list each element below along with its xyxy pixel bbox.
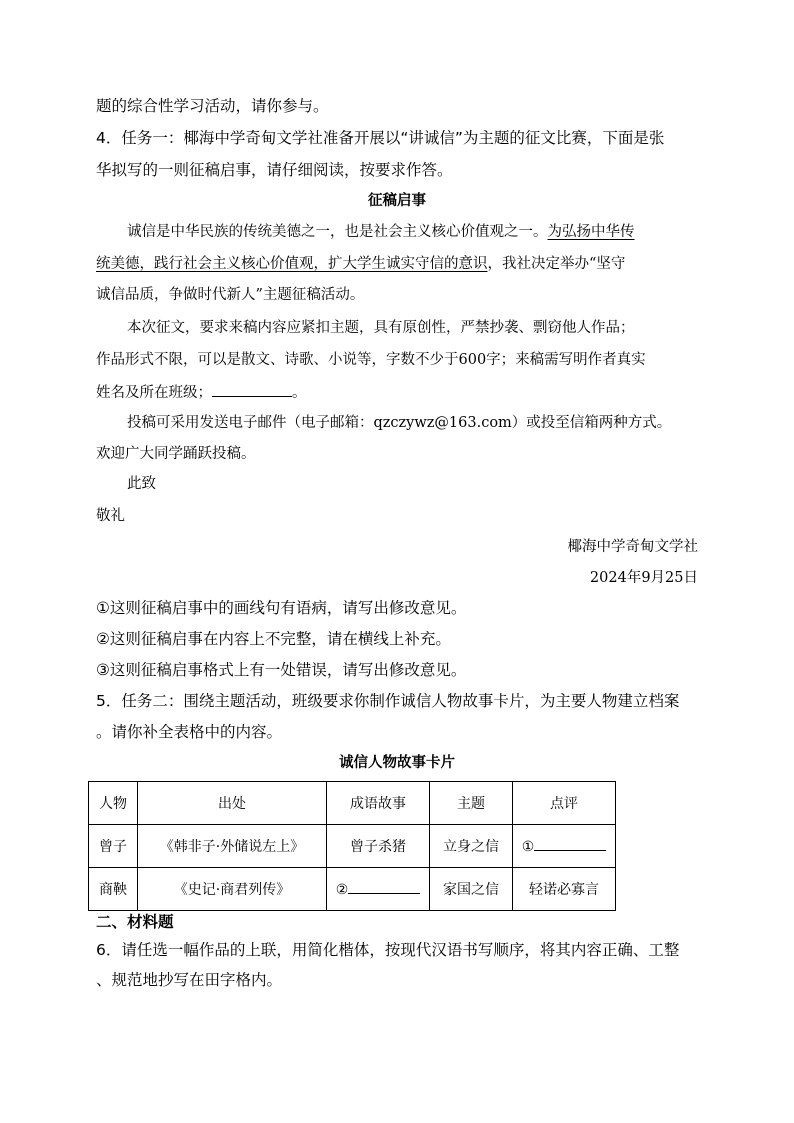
intro-line-1: 题的综合性学习活动，请你参与。	[96, 97, 329, 115]
signer: 椰海中学奇甸文学社	[567, 539, 698, 555]
table-cell: 曾子杀猪	[327, 825, 430, 868]
underlined-sentence: 为弘扬中华传	[547, 224, 635, 240]
table-cell: 立身之信	[430, 825, 513, 868]
fill-blank[interactable]	[348, 881, 420, 894]
closing-greeting: 此致	[127, 476, 156, 492]
header-cell: 主题	[430, 782, 513, 825]
question-5-line-1: 5．任务二：围绕主题活动，班级要求你制作诚信人物故事卡片，为主要人物建立档案	[96, 692, 680, 710]
question-4-line-1: 4．任务一：椰海中学奇甸文学社准备开展以“讲诚信”为主题的征文比赛，下面是张	[96, 129, 665, 147]
question-6-line-2: 、规范地抄写在田字格内。	[96, 971, 283, 989]
header-cell: 成语故事	[327, 782, 430, 825]
table-row	[89, 868, 616, 911]
notice-paragraph-3-line-1: 投稿可采用发送电子邮件（电子邮箱：qzczywz@163.com）或投至信箱两种方式。	[127, 415, 672, 431]
notice-text: 姓名及所在班级；	[96, 385, 212, 401]
table-cell: 商鞅	[89, 868, 138, 911]
table-cell-blank[interactable]	[327, 868, 430, 911]
fill-blank[interactable]	[212, 382, 292, 397]
notice-paragraph-1-line-2	[96, 254, 625, 274]
sub-question-1: ①这则征稿启事中的画线句有语病，请写出修改意见。	[96, 599, 467, 617]
closing-salute: 敬礼	[96, 508, 125, 524]
table-cell: 《史记·商君列传》	[138, 868, 327, 911]
table-cell: 《韩非子·外储说左上》	[138, 825, 327, 868]
underlined-sentence: 统美德，践行社会主义核心价值观，扩大学生诚实守信的意识	[96, 256, 488, 272]
notice-text: 。	[292, 385, 307, 401]
table-cell: 曾子	[89, 825, 138, 868]
table-row	[89, 825, 616, 868]
fill-blank[interactable]	[534, 838, 606, 851]
question-6-line-1: 6．请任选一幅作品的上联，用简化楷体，按现代汉语书写顺序，将其内容正确、工整	[96, 941, 680, 959]
question-5-line-2: 。请你补全表格中的内容。	[96, 723, 283, 741]
sub-question-2: ②这则征稿启事在内容上不完整，请在横线上补充。	[96, 630, 451, 648]
header-cell: 出处	[138, 782, 327, 825]
header-cell: 人物	[89, 782, 138, 825]
notice-paragraph-2-line-3	[96, 382, 307, 403]
notice-paragraph-1-line-3: 诚信品质，争做时代新人”主题征稿活动。	[96, 287, 365, 303]
table-cell: 轻诺必寡言	[513, 868, 616, 911]
question-4-line-2: 华拟写的一则征稿启事，请仔细阅读，按要求作答。	[96, 161, 453, 179]
table-cell: 家国之信	[430, 868, 513, 911]
story-card-table	[88, 781, 616, 911]
section-heading: 二、材料题	[96, 913, 174, 931]
table-header-row	[89, 782, 616, 825]
sub-question-3: ③这则征稿启事格式上有一处错误，请写出修改意见。	[96, 661, 467, 679]
notice-paragraph-2-line-2: 作品形式不限，可以是散文、诗歌、小说等，字数不少于600字；来稿需写明作者真实	[96, 352, 646, 368]
table-cell-blank[interactable]	[513, 825, 616, 868]
date: 2024年9月25日	[589, 570, 698, 586]
notice-paragraph-2-line-1: 本次征文，要求来稿内容应紧扣主题，具有原创性，严禁抄袭、剽窃他人作品；	[127, 320, 635, 336]
notice-text: ，我社决定举办“坚守	[487, 256, 626, 272]
blank-number: ②	[335, 881, 349, 898]
notice-text: 诚信是中华民族的传统美德之一，也是社会主义核心价值观之一。	[127, 224, 548, 240]
notice-paragraph-1-line-1	[127, 222, 635, 242]
header-cell: 点评	[513, 782, 616, 825]
notice-paragraph-3-line-2: 欢迎广大同学踊跃投稿。	[96, 446, 256, 462]
blank-number: ①	[521, 838, 535, 855]
notice-title: 征稿启事	[368, 192, 426, 209]
card-title: 诚信人物故事卡片	[339, 754, 455, 771]
